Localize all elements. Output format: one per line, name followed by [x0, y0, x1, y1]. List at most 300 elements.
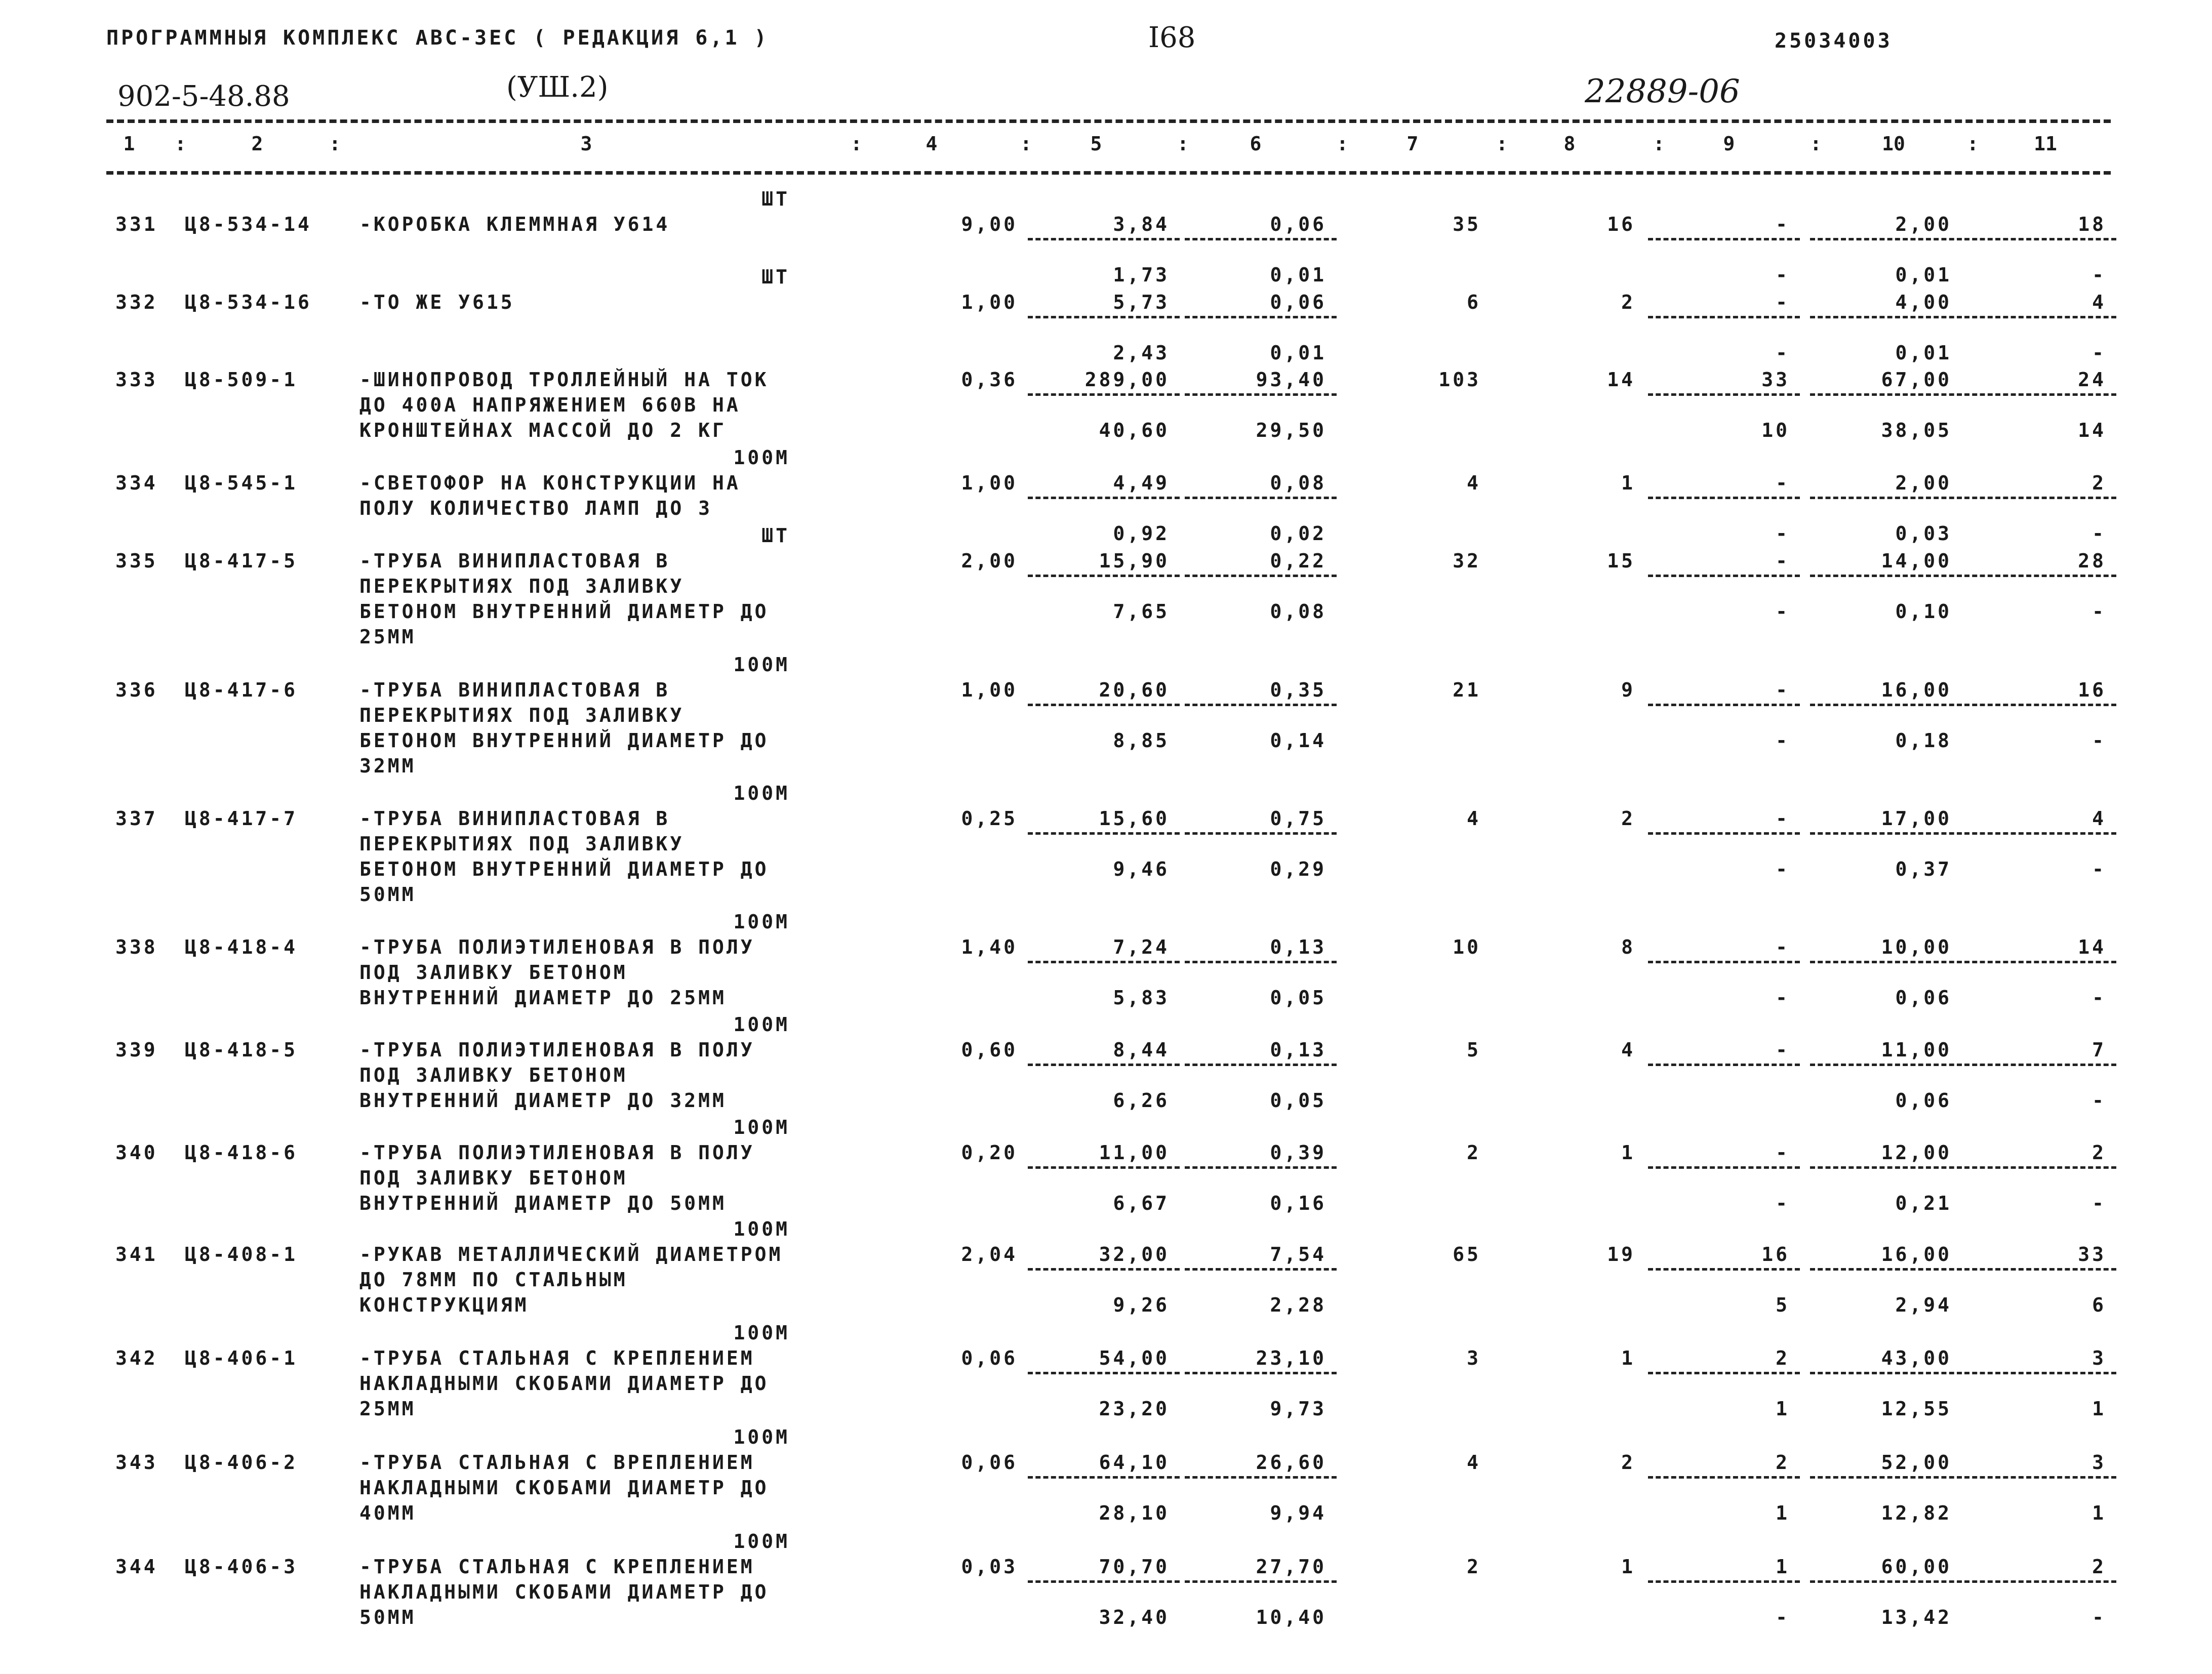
- rate-code: Ц8-534-14: [185, 213, 312, 235]
- rate-code: Ц8-417-5: [185, 550, 298, 572]
- column-header: 9: [1723, 133, 1735, 155]
- column-11-subtotal: 14: [2078, 419, 2106, 441]
- subtotal-divider: [1648, 832, 1800, 835]
- column-separator: :: [1967, 133, 1979, 155]
- column-8-cell: 9: [1621, 679, 1635, 701]
- column-9-cell: -: [1776, 807, 1790, 830]
- column-9-subtotal: 5: [1776, 1294, 1790, 1316]
- row-number: 340: [115, 1141, 158, 1164]
- column-separator: :: [851, 133, 862, 155]
- row-number: 338: [115, 936, 158, 958]
- column-10-subtotal: 0,37: [1895, 858, 1952, 880]
- subtotal-divider: [1028, 575, 1180, 577]
- subtotal-divider: [1648, 497, 1800, 499]
- column-9-cell: -: [1776, 1039, 1790, 1061]
- subtotal-divider: [1964, 1064, 2116, 1066]
- subtotal-divider: [1648, 575, 1800, 577]
- column-10-subtotal: 0,06: [1895, 1089, 1952, 1112]
- description-line: -ТРУБА ПОЛИЭТИЛЕНОВАЯ В ПОЛУ: [359, 936, 755, 958]
- quantity-cell: 0,25: [961, 807, 1018, 830]
- header-bottom-rule: [106, 171, 2111, 175]
- subtotal-divider: [1964, 1372, 2116, 1374]
- cost-subtotal-cell: 5,83: [1113, 987, 1170, 1009]
- description-line: ПОД ЗАЛИВКУ БЕТОНОМ: [359, 1167, 628, 1189]
- column-9-cell: 2: [1776, 1451, 1790, 1474]
- column-11-cell: 16: [2078, 679, 2106, 701]
- rate-code: Ц8-545-1: [185, 472, 298, 494]
- description-line: НАКЛАДНЫМИ СКОБАМИ ДИАМЕТР ДО: [359, 1581, 769, 1603]
- unit-label: 100М: [733, 1013, 790, 1036]
- column-11-cell: 4: [2092, 807, 2106, 830]
- cost-total-cell: 15,90: [1099, 550, 1170, 572]
- subtotal-divider: [1028, 832, 1180, 835]
- column-separator: :: [1177, 133, 1189, 155]
- wage-total-cell: 0,06: [1270, 291, 1326, 313]
- subtotal-divider: [1810, 1268, 1962, 1271]
- subtotal-divider: [1028, 961, 1180, 963]
- column-10-subtotal: 12,82: [1881, 1502, 1952, 1524]
- cost-total-cell: 4,49: [1113, 472, 1170, 494]
- column-7-cell: 5: [1467, 1039, 1481, 1061]
- description-line: -ТРУБА ВИНИПЛАСТОВАЯ В: [359, 679, 670, 701]
- column-11-subtotal: -: [2092, 522, 2106, 545]
- subtotal-divider: [1648, 393, 1800, 396]
- row-number: 344: [115, 1556, 158, 1578]
- cost-total-cell: 32,00: [1099, 1243, 1170, 1265]
- quantity-cell: 2,04: [961, 1243, 1018, 1265]
- subtotal-divider: [1964, 238, 2116, 240]
- description-line: -ТРУБА ПОЛИЭТИЛЕНОВАЯ В ПОЛУ: [359, 1141, 755, 1164]
- column-10-subtotal: 0,18: [1895, 729, 1952, 752]
- quantity-cell: 2,00: [961, 550, 1018, 572]
- subtotal-divider: [1964, 961, 2116, 963]
- column-11-subtotal: -: [2092, 729, 2106, 752]
- subtotal-divider: [1028, 1064, 1180, 1066]
- quantity-cell: 0,03: [961, 1556, 1018, 1578]
- wage-total-cell: 0,13: [1270, 936, 1326, 958]
- column-10-subtotal: 0,06: [1895, 987, 1952, 1009]
- column-8-cell: 1: [1621, 1556, 1635, 1578]
- cost-total-cell: 8,44: [1113, 1039, 1170, 1061]
- cost-total-cell: 7,24: [1113, 936, 1170, 958]
- unit-label: 100М: [733, 446, 790, 469]
- wage-total-cell: 0,06: [1270, 213, 1326, 235]
- column-11-cell: 7: [2092, 1039, 2106, 1061]
- column-11-cell: 3: [2092, 1347, 2106, 1369]
- cost-subtotal-cell: 9,46: [1113, 858, 1170, 880]
- wage-total-cell: 23,10: [1256, 1347, 1326, 1369]
- column-10-cell: 67,00: [1881, 369, 1952, 391]
- column-9-cell: -: [1776, 1141, 1790, 1164]
- column-11-cell: 14: [2078, 936, 2106, 958]
- wage-total-cell: 0,75: [1270, 807, 1326, 830]
- column-8-cell: 1: [1621, 1347, 1635, 1369]
- column-10-cell: 14,00: [1881, 550, 1952, 572]
- wage-total-cell: 93,40: [1256, 369, 1326, 391]
- column-9-cell: -: [1776, 679, 1790, 701]
- column-10-cell: 12,00: [1881, 1141, 1952, 1164]
- column-10-cell: 17,00: [1881, 807, 1952, 830]
- column-10-cell: 43,00: [1881, 1347, 1952, 1369]
- quantity-cell: 0,60: [961, 1039, 1018, 1061]
- subtotal-divider: [1648, 1064, 1800, 1066]
- quantity-cell: 1,00: [961, 679, 1018, 701]
- subtotal-divider: [1964, 1580, 2116, 1583]
- subtotal-divider: [1185, 1476, 1337, 1479]
- subtotal-divider: [1810, 1476, 1962, 1479]
- wage-total-cell: 0,39: [1270, 1141, 1326, 1164]
- column-header: 3: [580, 133, 592, 155]
- column-9-subtotal: -: [1776, 342, 1790, 364]
- description-line: ПОД ЗАЛИВКУ БЕТОНОМ: [359, 961, 628, 984]
- column-separator: :: [1496, 133, 1508, 155]
- description-line: ПЕРЕКРЫТИЯХ ПОД ЗАЛИВКУ: [359, 704, 685, 726]
- cost-subtotal-cell: 2,43: [1113, 342, 1170, 364]
- row-number: 333: [115, 369, 158, 391]
- description-line: -КОРОБКА КЛЕММНАЯ У614: [359, 213, 670, 235]
- column-10-cell: 16,00: [1881, 679, 1952, 701]
- column-header: 1: [123, 133, 135, 155]
- column-10-cell: 10,00: [1881, 936, 1952, 958]
- description-line: -ТРУБА ВИНИПЛАСТОВАЯ В: [359, 807, 670, 830]
- cost-subtotal-cell: 6,67: [1113, 1192, 1170, 1214]
- column-9-cell: -: [1776, 936, 1790, 958]
- column-9-cell: -: [1776, 472, 1790, 494]
- description-line: ПЕРЕКРЫТИЯХ ПОД ЗАЛИВКУ: [359, 833, 685, 855]
- quantity-cell: 1,40: [961, 936, 1018, 958]
- wage-total-cell: 0,13: [1270, 1039, 1326, 1061]
- description-line: ПОД ЗАЛИВКУ БЕТОНОМ: [359, 1064, 628, 1086]
- subtotal-divider: [1185, 832, 1337, 835]
- column-7-cell: 2: [1467, 1141, 1481, 1164]
- rate-code: Ц8-406-2: [185, 1451, 298, 1474]
- subtotal-divider: [1648, 1268, 1800, 1271]
- description-line: НАКЛАДНЫМИ СКОБАМИ ДИАМЕТР ДО: [359, 1372, 769, 1395]
- subtotal-divider: [1648, 1580, 1800, 1583]
- cost-subtotal-cell: 0,92: [1113, 522, 1170, 545]
- column-8-cell: 15: [1607, 550, 1635, 572]
- column-7-cell: 4: [1467, 1451, 1481, 1474]
- rate-code: Ц8-418-4: [185, 936, 298, 958]
- column-11-subtotal: -: [2092, 1606, 2106, 1628]
- subtotal-divider: [1185, 961, 1337, 963]
- column-9-cell: -: [1776, 550, 1790, 572]
- document-code: 25034003: [1775, 29, 1893, 53]
- unit-label: 100М: [733, 654, 790, 676]
- column-10-cell: 2,00: [1895, 472, 1952, 494]
- rate-code: Ц8-418-6: [185, 1141, 298, 1164]
- column-11-cell: 2: [2092, 1556, 2106, 1578]
- description-line: ПЕРЕКРЫТИЯХ ПОД ЗАЛИВКУ: [359, 575, 685, 597]
- subtotal-divider: [1810, 1166, 1962, 1169]
- cost-subtotal-cell: 6,26: [1113, 1089, 1170, 1112]
- description-line: ПОЛУ КОЛИЧЕСТВО ЛАМП ДО 3: [359, 497, 712, 519]
- cost-total-cell: 3,84: [1113, 213, 1170, 235]
- subtotal-divider: [1810, 238, 1962, 240]
- column-11-subtotal: -: [2092, 342, 2106, 364]
- subtotal-divider: [1810, 497, 1962, 499]
- column-8-cell: 2: [1621, 291, 1635, 313]
- column-7-cell: 35: [1453, 213, 1481, 235]
- column-10-subtotal: 0,03: [1895, 522, 1952, 545]
- column-9-cell: -: [1776, 291, 1790, 313]
- row-number: 331: [115, 213, 158, 235]
- cost-total-cell: 20,60: [1099, 679, 1170, 701]
- description-line: 25ММ: [359, 626, 416, 648]
- unit-label: 100М: [733, 1116, 790, 1138]
- description-line: 25ММ: [359, 1398, 416, 1420]
- subtotal-divider: [1028, 1476, 1180, 1479]
- description-line: -ТРУБА СТАЛЬНАЯ С ВРЕПЛЕНИЕМ: [359, 1451, 755, 1474]
- wage-total-cell: 27,70: [1256, 1556, 1326, 1578]
- subtotal-divider: [1185, 497, 1337, 499]
- column-separator: :: [175, 133, 186, 155]
- wage-subtotal-cell: 0,08: [1270, 600, 1326, 623]
- wage-total-cell: 0,08: [1270, 472, 1326, 494]
- column-10-subtotal: 0,01: [1895, 264, 1952, 286]
- description-line: ДО 400А НАПРЯЖЕНИЕМ 660В НА: [359, 394, 741, 416]
- subtotal-divider: [1185, 1064, 1337, 1066]
- column-9-subtotal: -: [1776, 987, 1790, 1009]
- cost-subtotal-cell: 32,40: [1099, 1606, 1170, 1628]
- project-number: 902-5-48.88: [117, 80, 290, 113]
- subtotal-divider: [1648, 1166, 1800, 1169]
- subtotal-divider: [1185, 238, 1337, 240]
- column-10-cell: 11,00: [1881, 1039, 1952, 1061]
- wage-subtotal-cell: 10,40: [1256, 1606, 1326, 1628]
- description-line: -ШИНОПРОВОД ТРОЛЛЕЙНЫЙ НА ТОК: [359, 369, 769, 391]
- column-header: 7: [1406, 133, 1419, 155]
- rate-code: Ц8-534-16: [185, 291, 312, 313]
- subtotal-divider: [1648, 316, 1800, 318]
- subtotal-divider: [1810, 575, 1962, 577]
- subtotal-divider: [1185, 1372, 1337, 1374]
- column-8-cell: 8: [1621, 936, 1635, 958]
- subtotal-divider: [1810, 832, 1962, 835]
- column-7-cell: 6: [1467, 291, 1481, 313]
- wage-subtotal-cell: 0,16: [1270, 1192, 1326, 1214]
- column-9-subtotal: -: [1776, 264, 1790, 286]
- cost-total-cell: 289,00: [1084, 369, 1170, 391]
- description-line: БЕТОНОМ ВНУТРЕННИЙ ДИАМЕТР ДО: [359, 729, 769, 752]
- unit-label: 100М: [733, 1530, 790, 1553]
- wage-subtotal-cell: 0,02: [1270, 522, 1326, 545]
- column-11-subtotal: 1: [2092, 1398, 2106, 1420]
- subtotal-divider: [1810, 393, 1962, 396]
- rate-code: Ц8-417-6: [185, 679, 298, 701]
- column-8-cell: 19: [1607, 1243, 1635, 1265]
- cost-subtotal-cell: 9,26: [1113, 1294, 1170, 1316]
- column-10-cell: 52,00: [1881, 1451, 1952, 1474]
- row-number: 334: [115, 472, 158, 494]
- wage-subtotal-cell: 0,14: [1270, 729, 1326, 752]
- column-10-subtotal: 0,10: [1895, 600, 1952, 623]
- row-number: 337: [115, 807, 158, 830]
- column-7-cell: 21: [1453, 679, 1481, 701]
- subtotal-divider: [1185, 1268, 1337, 1271]
- wage-total-cell: 7,54: [1270, 1243, 1326, 1265]
- column-9-subtotal: -: [1776, 600, 1790, 623]
- rate-code: Ц8-417-7: [185, 807, 298, 830]
- subtotal-divider: [1185, 704, 1337, 706]
- column-11-cell: 4: [2092, 291, 2106, 313]
- album-number: 22889-06: [1585, 73, 1740, 110]
- description-line: КОНСТРУКЦИЯМ: [359, 1294, 529, 1316]
- wage-subtotal-cell: 2,28: [1270, 1294, 1326, 1316]
- row-number: 342: [115, 1347, 158, 1369]
- column-11-subtotal: -: [2092, 600, 2106, 623]
- column-9-subtotal: -: [1776, 522, 1790, 545]
- subtotal-divider: [1028, 704, 1180, 706]
- description-line: КРОНШТЕЙНАХ МАССОЙ ДО 2 КГ: [359, 419, 727, 441]
- unit-label: 100М: [733, 1322, 790, 1344]
- row-number: 335: [115, 550, 158, 572]
- column-9-subtotal: -: [1776, 1606, 1790, 1628]
- subtotal-divider: [1964, 497, 2116, 499]
- description-line: БЕТОНОМ ВНУТРЕННИЙ ДИАМЕТР ДО: [359, 600, 769, 623]
- column-separator: :: [1337, 133, 1348, 155]
- column-11-subtotal: -: [2092, 987, 2106, 1009]
- quantity-cell: 9,00: [961, 213, 1018, 235]
- wage-subtotal-cell: 0,01: [1270, 342, 1326, 364]
- column-10-subtotal: 12,55: [1881, 1398, 1952, 1420]
- unit-label: 100М: [733, 1426, 790, 1448]
- column-7-cell: 65: [1453, 1243, 1481, 1265]
- column-10-subtotal: 0,21: [1895, 1192, 1952, 1214]
- subtotal-divider: [1648, 961, 1800, 963]
- description-line: ДО 78ММ ПО СТАЛЬНЫМ: [359, 1269, 628, 1291]
- column-7-cell: 10: [1453, 936, 1481, 958]
- rate-code: Ц8-406-1: [185, 1347, 298, 1369]
- column-11-subtotal: -: [2092, 1089, 2106, 1112]
- subtotal-divider: [1028, 1268, 1180, 1271]
- wage-total-cell: 26,60: [1256, 1451, 1326, 1474]
- column-10-subtotal: 0,01: [1895, 342, 1952, 364]
- column-9-subtotal: -: [1776, 729, 1790, 752]
- subtotal-divider: [1964, 704, 2116, 706]
- subtotal-divider: [1028, 1372, 1180, 1374]
- subtotal-divider: [1028, 238, 1180, 240]
- column-11-cell: 24: [2078, 369, 2106, 391]
- cost-subtotal-cell: 23,20: [1099, 1398, 1170, 1420]
- column-11-cell: 2: [2092, 472, 2106, 494]
- description-line: -ТРУБА СТАЛЬНАЯ С КРЕПЛЕНИЕМ: [359, 1556, 755, 1578]
- unit-label: ШТ: [761, 266, 790, 288]
- wage-subtotal-cell: 9,94: [1270, 1502, 1326, 1524]
- column-10-cell: 16,00: [1881, 1243, 1952, 1265]
- description-line: БЕТОНОМ ВНУТРЕННИЙ ДИАМЕТР ДО: [359, 858, 769, 880]
- column-header: 4: [926, 133, 938, 155]
- column-header: 10: [1882, 133, 1905, 155]
- subtotal-divider: [1028, 1580, 1180, 1583]
- column-10-cell: 2,00: [1895, 213, 1952, 235]
- column-8-cell: 16: [1607, 213, 1635, 235]
- wage-subtotal-cell: 9,73: [1270, 1398, 1326, 1420]
- subtotal-divider: [1028, 1166, 1180, 1169]
- column-7-cell: 4: [1467, 807, 1481, 830]
- subtotal-divider: [1964, 393, 2116, 396]
- description-line: 50ММ: [359, 883, 416, 906]
- wage-subtotal-cell: 0,29: [1270, 858, 1326, 880]
- description-line: 40ММ: [359, 1502, 416, 1524]
- rate-code: Ц8-408-1: [185, 1243, 298, 1265]
- quantity-cell: 0,06: [961, 1347, 1018, 1369]
- cost-subtotal-cell: 40,60: [1099, 419, 1170, 441]
- column-9-subtotal: -: [1776, 1192, 1790, 1214]
- subtotal-divider: [1964, 832, 2116, 835]
- description-line: -РУКАВ МЕТАЛЛИЧЕСКИЙ ДИАМЕТРОМ: [359, 1243, 783, 1265]
- wage-total-cell: 0,22: [1270, 550, 1326, 572]
- cost-total-cell: 5,73: [1113, 291, 1170, 313]
- wage-subtotal-cell: 0,05: [1270, 987, 1326, 1009]
- cost-total-cell: 54,00: [1099, 1347, 1170, 1369]
- subtotal-divider: [1648, 238, 1800, 240]
- column-10-cell: 60,00: [1881, 1556, 1952, 1578]
- column-11-cell: 28: [2078, 550, 2106, 572]
- quantity-cell: 1,00: [961, 291, 1018, 313]
- page-number: I68: [1148, 21, 1196, 54]
- unit-label: 100М: [733, 911, 790, 933]
- subtotal-divider: [1964, 316, 2116, 318]
- cost-total-cell: 64,10: [1099, 1451, 1170, 1474]
- column-7-cell: 103: [1438, 369, 1481, 391]
- subtotal-divider: [1964, 575, 2116, 577]
- unit-label: 100М: [733, 1218, 790, 1240]
- quantity-cell: 0,20: [961, 1141, 1018, 1164]
- row-number: 336: [115, 679, 158, 701]
- description-line: НАКЛАДНЫМИ СКОБАМИ ДИАМЕТР ДО: [359, 1477, 769, 1499]
- column-separator: :: [329, 133, 341, 155]
- column-header: 2: [251, 133, 263, 155]
- column-11-cell: 3: [2092, 1451, 2106, 1474]
- description-line: ВНУТРЕННИЙ ДИАМЕТР ДО 50ММ: [359, 1192, 727, 1214]
- quantity-cell: 1,00: [961, 472, 1018, 494]
- column-8-cell: 14: [1607, 369, 1635, 391]
- row-number: 341: [115, 1243, 158, 1265]
- column-9-subtotal: 1: [1776, 1398, 1790, 1420]
- column-11-subtotal: 1: [2092, 1502, 2106, 1524]
- subtotal-divider: [1028, 393, 1180, 396]
- description-line: 50ММ: [359, 1606, 416, 1628]
- subtotal-divider: [1810, 1580, 1962, 1583]
- column-separator: :: [1653, 133, 1665, 155]
- column-11-subtotal: 6: [2092, 1294, 2106, 1316]
- column-header: 11: [2034, 133, 2057, 155]
- description-line: -ТО ЖЕ У615: [359, 291, 515, 313]
- column-11-cell: 18: [2078, 213, 2106, 235]
- subtotal-divider: [1185, 575, 1337, 577]
- cost-subtotal-cell: 28,10: [1099, 1502, 1170, 1524]
- column-11-subtotal: -: [2092, 264, 2106, 286]
- subtotal-divider: [1964, 1166, 2116, 1169]
- column-7-cell: 2: [1467, 1556, 1481, 1578]
- subtotal-divider: [1028, 316, 1180, 318]
- column-separator: :: [1810, 133, 1822, 155]
- column-7-cell: 32: [1453, 550, 1481, 572]
- column-11-subtotal: -: [2092, 858, 2106, 880]
- cost-total-cell: 70,70: [1099, 1556, 1170, 1578]
- subtotal-divider: [1648, 1372, 1800, 1374]
- subtotal-divider: [1185, 1580, 1337, 1583]
- subtotal-divider: [1648, 704, 1800, 706]
- column-11-subtotal: -: [2092, 1192, 2106, 1214]
- description-line: -ТРУБА СТАЛЬНАЯ С КРЕПЛЕНИЕМ: [359, 1347, 755, 1369]
- description-line: ВНУТРЕННИЙ ДИАМЕТР ДО 25ММ: [359, 987, 727, 1009]
- subtotal-divider: [1028, 497, 1180, 499]
- cost-subtotal-cell: 8,85: [1113, 729, 1170, 752]
- subtotal-divider: [1185, 393, 1337, 396]
- column-7-cell: 4: [1467, 472, 1481, 494]
